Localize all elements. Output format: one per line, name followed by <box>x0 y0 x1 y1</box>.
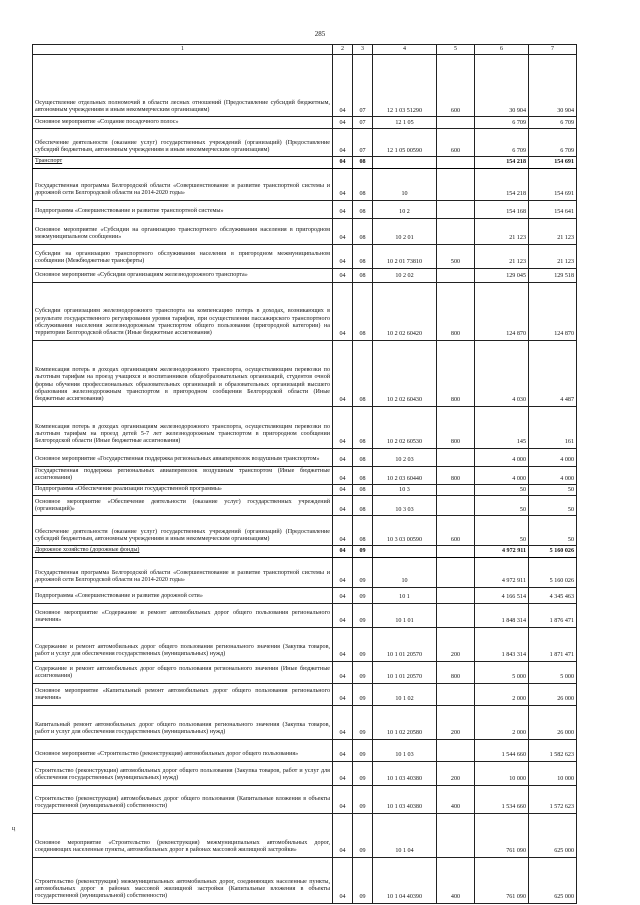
section-code: 04 <box>333 516 353 546</box>
table-row <box>33 683 577 705</box>
header-cell: 3 <box>353 45 373 55</box>
amount-year-2: 625 000 <box>529 857 577 903</box>
target-article-code: 10 2 01 73810 <box>373 244 437 268</box>
table-row <box>33 129 577 157</box>
description-text: Основное мероприятие «Содержание и ремонт автомобильных дорог общего пользования регионального значения» <box>35 610 330 624</box>
header-cell: 5 <box>437 45 475 55</box>
amount-year-2: 5 160 026 <box>529 557 577 587</box>
section-code: 04 <box>333 168 353 200</box>
expense-type-code <box>437 485 475 496</box>
item-description <box>33 557 333 587</box>
table-row <box>33 496 577 516</box>
amount-year-1: 21 123 <box>475 218 529 244</box>
expense-type-code <box>437 168 475 200</box>
description-text: Осуществление отдельных полномочий в области лесных отношений (Предоставление субсидий бюджетным, автономным учреждениям и иным некоммерческим организациям) <box>35 99 330 113</box>
table-row <box>33 661 577 683</box>
amount-year-1: 5 000 <box>475 661 529 683</box>
expense-type-code: 600 <box>437 516 475 546</box>
expense-type-code <box>437 496 475 516</box>
expense-type-code <box>437 587 475 603</box>
table-row <box>33 406 577 448</box>
table-body <box>33 55 577 904</box>
section-code: 04 <box>333 406 353 448</box>
amount-year-2: 1 582 623 <box>529 739 577 761</box>
amount-year-1: 21 123 <box>475 244 529 268</box>
amount-year-2: 21 123 <box>529 218 577 244</box>
target-article-code: 10 1 03 <box>373 739 437 761</box>
item-description <box>33 268 333 282</box>
subsection-code: 09 <box>353 739 373 761</box>
amount-year-2: 21 123 <box>529 244 577 268</box>
description-text: Субсидии организациям железнодорожного транспорта на компенсацию потерь в доходах, возникающих в результате государственного регулирования уровня тарифов, при осуществлении пассажирского транспортного обслуживания населения железнодорожным транспортом общего пользования (пригородной категории) на территории Белгородской области (Иные бюджетные ассигнования) <box>35 308 330 337</box>
item-description <box>33 785 333 813</box>
amount-year-2: 1 871 471 <box>529 627 577 661</box>
section-code: 04 <box>333 466 353 485</box>
amount-year-2: 4 000 <box>529 466 577 485</box>
expense-type-code: 800 <box>437 661 475 683</box>
item-description <box>33 496 333 516</box>
item-description <box>33 705 333 739</box>
description-text: Подпрограмма «Обеспечение реализации государственной программы» <box>35 486 222 493</box>
section-code: 04 <box>333 739 353 761</box>
item-description <box>33 406 333 448</box>
table-row <box>33 117 577 129</box>
amount-year-1: 154 218 <box>475 168 529 200</box>
amount-year-1: 1 534 660 <box>475 785 529 813</box>
item-description <box>33 157 333 168</box>
section-code: 04 <box>333 268 353 282</box>
item-description <box>33 761 333 785</box>
table-row <box>33 557 577 587</box>
item-description <box>33 546 333 557</box>
expense-type-code: 800 <box>437 406 475 448</box>
header-cell: 2 <box>333 45 353 55</box>
target-article-code: 10 1 02 <box>373 683 437 705</box>
amount-year-2: 26 000 <box>529 705 577 739</box>
description-text: Содержание и ремонт автомобильных дорог общего пользования регионального значения (Закупка товаров, работ и услуг для обеспечения государственных (муниципальных) нужд) <box>35 644 330 658</box>
expense-type-code <box>437 200 475 218</box>
subsection-code: 09 <box>353 683 373 705</box>
item-description <box>33 117 333 129</box>
section-code: 04 <box>333 587 353 603</box>
subsection-code: 09 <box>353 661 373 683</box>
header-cell: 4 <box>373 45 437 55</box>
section-code: 04 <box>333 813 353 857</box>
amount-year-1: 6 709 <box>475 129 529 157</box>
expense-type-code <box>437 813 475 857</box>
section-code: 04 <box>333 448 353 466</box>
section-code: 04 <box>333 485 353 496</box>
amount-year-1: 124 870 <box>475 282 529 340</box>
item-description <box>33 466 333 485</box>
section-code: 04 <box>333 157 353 168</box>
header-cell: 1 <box>33 45 333 55</box>
description-text: Государственная программа Белгородской области «Совершенствование и развитие транспортной системы и дорожной сети Белгородской области на 2014-2020 годы» <box>35 570 330 584</box>
amount-year-1: 6 709 <box>475 117 529 129</box>
table-header-row <box>33 45 577 55</box>
subsection-code: 08 <box>353 406 373 448</box>
target-article-code: 10 2 03 <box>373 448 437 466</box>
expense-type-code: 400 <box>437 857 475 903</box>
section-code: 04 <box>333 603 353 627</box>
table-row <box>33 813 577 857</box>
target-article-code: 10 1 01 20570 <box>373 627 437 661</box>
subsection-code: 09 <box>353 603 373 627</box>
amount-year-1: 4 166 514 <box>475 587 529 603</box>
subsection-code: 07 <box>353 117 373 129</box>
expense-type-code <box>437 546 475 557</box>
target-article-code: 10 1 03 40380 <box>373 761 437 785</box>
table-row <box>33 627 577 661</box>
target-article-code: 10 1 04 40390 <box>373 857 437 903</box>
table-row <box>33 218 577 244</box>
target-article-code <box>373 546 437 557</box>
expense-type-code <box>437 157 475 168</box>
table-row <box>33 448 577 466</box>
subsection-code: 08 <box>353 168 373 200</box>
table-row <box>33 485 577 496</box>
item-description <box>33 340 333 406</box>
subsection-code: 08 <box>353 516 373 546</box>
amount-year-1: 4 000 <box>475 466 529 485</box>
table-row <box>33 857 577 903</box>
subsection-code: 09 <box>353 761 373 785</box>
amount-year-1: 129 045 <box>475 268 529 282</box>
section-row <box>33 157 577 168</box>
description-text: Строительство (реконструкция) межмуниципальных автомобильных дорог, соединяющих населенные пункты, автомобильных дорог в районах массовой жилищной застройки (Капитальные вложения в объекты государственной (муниципальной) собственности) <box>35 878 330 900</box>
target-article-code: 10 <box>373 168 437 200</box>
target-article-code: 10 2 03 60440 <box>373 466 437 485</box>
target-article-code: 10 1 03 40380 <box>373 785 437 813</box>
expense-type-code <box>437 218 475 244</box>
subsection-code: 08 <box>353 340 373 406</box>
amount-year-1: 50 <box>475 516 529 546</box>
item-description <box>33 244 333 268</box>
description-text: Субсидии на организацию транспортного обслуживания населения в пригородном межмуниципальном сообщении (Межбюджетные трансферты) <box>35 250 330 265</box>
item-description <box>33 739 333 761</box>
target-article-code: 10 3 <box>373 485 437 496</box>
header-cell: 7 <box>529 45 577 55</box>
amount-year-1: 30 904 <box>475 55 529 117</box>
header-cell: 6 <box>475 45 529 55</box>
amount-year-2: 625 000 <box>529 813 577 857</box>
margin-mark: ц <box>12 826 16 832</box>
subsection-code: 09 <box>353 857 373 903</box>
section-row <box>33 546 577 557</box>
amount-year-2: 129 518 <box>529 268 577 282</box>
subsection-code: 09 <box>353 785 373 813</box>
expense-type-code <box>437 603 475 627</box>
section-code: 04 <box>333 496 353 516</box>
amount-year-1: 145 <box>475 406 529 448</box>
section-code: 04 <box>333 661 353 683</box>
table-row <box>33 282 577 340</box>
table-row <box>33 340 577 406</box>
amount-year-2: 4 345 463 <box>529 587 577 603</box>
amount-year-2: 6 709 <box>529 117 577 129</box>
expense-type-code <box>437 557 475 587</box>
amount-year-1: 4 972 911 <box>475 546 529 557</box>
description-text: Компенсация потерь в доходах организациям железнодорожного транспорта, осуществляющим перевозки по льготным тарифам на проезд детей 5-7 лет железнодорожным транспортом в пригородном сообщении Белгородской области (Иные бюджетные ассигнования) <box>35 423 330 445</box>
amount-year-2: 50 <box>529 485 577 496</box>
amount-year-1: 761 090 <box>475 813 529 857</box>
amount-year-2: 1 572 623 <box>529 785 577 813</box>
item-description <box>33 55 333 117</box>
item-description <box>33 587 333 603</box>
section-code: 04 <box>333 129 353 157</box>
amount-year-1: 2 000 <box>475 705 529 739</box>
section-code: 04 <box>333 785 353 813</box>
subsection-code: 08 <box>353 157 373 168</box>
expense-type-code <box>437 117 475 129</box>
amount-year-2: 161 <box>529 406 577 448</box>
description-text: Компенсация потерь в доходах организациям железнодорожного транспорта, осуществляющим перевозки по льготным тарифам на проезд учащихся и воспитанников общеобразовательных организаций, студентов очной формы обучения профессиональных образовательных организаций и образовательных организаций высшего образования железнодорожным транспортом в пригородном сообщении Белгородской области (Иные бюджетные ассигнования) <box>35 366 330 403</box>
amount-year-2: 50 <box>529 516 577 546</box>
section-code: 04 <box>333 218 353 244</box>
item-description <box>33 168 333 200</box>
expense-type-code: 800 <box>437 282 475 340</box>
amount-year-2: 4 000 <box>529 448 577 466</box>
section-code: 04 <box>333 282 353 340</box>
expense-type-code: 200 <box>437 627 475 661</box>
description-text: Подпрограмма «Совершенствование и развитие транспортной системы» <box>35 208 224 215</box>
page-number: 285 <box>314 30 326 38</box>
description-text: Капитальный ремонт автомобильных дорог общего пользования регионального значения (Закупка товаров, работ и услуг для обеспечения государственных (муниципальных) нужд) <box>35 722 330 736</box>
description-text: Основное мероприятие «Субсидии организациям железнодорожного транспорта» <box>35 272 248 279</box>
amount-year-2: 124 870 <box>529 282 577 340</box>
amount-year-2: 5 160 026 <box>529 546 577 557</box>
item-description <box>33 129 333 157</box>
amount-year-2: 154 691 <box>529 168 577 200</box>
expense-type-code: 600 <box>437 55 475 117</box>
table-row <box>33 705 577 739</box>
description-text: Обеспечение деятельности (оказание услуг) государственных учреждений (организаций) (Предоставление субсидий бюджетным, автономным учреждениям и иным некоммерческим организациям) <box>35 139 330 153</box>
target-article-code: 10 2 02 60430 <box>373 340 437 406</box>
amount-year-1: 50 <box>475 496 529 516</box>
subsection-code: 08 <box>353 268 373 282</box>
subsection-code: 08 <box>353 485 373 496</box>
target-article-code: 10 1 02 20580 <box>373 705 437 739</box>
expense-type-code: 200 <box>437 705 475 739</box>
section-code: 04 <box>333 117 353 129</box>
subsection-code: 07 <box>353 55 373 117</box>
amount-year-2: 154 691 <box>529 157 577 168</box>
expense-type-code: 400 <box>437 785 475 813</box>
amount-year-1: 10 000 <box>475 761 529 785</box>
amount-year-2: 10 000 <box>529 761 577 785</box>
subsection-code: 08 <box>353 282 373 340</box>
expense-type-code <box>437 448 475 466</box>
table-row <box>33 268 577 282</box>
item-description <box>33 627 333 661</box>
table-row <box>33 587 577 603</box>
subsection-code: 09 <box>353 557 373 587</box>
subsection-code: 07 <box>353 129 373 157</box>
subsection-code: 08 <box>353 466 373 485</box>
item-description <box>33 448 333 466</box>
item-description <box>33 683 333 705</box>
section-code: 04 <box>333 340 353 406</box>
amount-year-2: 5 000 <box>529 661 577 683</box>
subsection-code: 08 <box>353 496 373 516</box>
description-text: Основное мероприятие «Строительство (реконструкция) межмуниципальных автомобильных дорог, соединяющих населенные пункты, автомобильных дорог в районах массовой жилищной застройки» <box>35 840 330 854</box>
section-code: 04 <box>333 55 353 117</box>
target-article-code: 10 2 <box>373 200 437 218</box>
item-description <box>33 603 333 627</box>
amount-year-2: 154 641 <box>529 200 577 218</box>
target-article-code: 10 3 03 <box>373 496 437 516</box>
section-code: 04 <box>333 705 353 739</box>
target-article-code: 12 1 03 51290 <box>373 55 437 117</box>
amount-year-2: 30 904 <box>529 55 577 117</box>
subsection-code: 08 <box>353 448 373 466</box>
description-text: Дорожное хозяйство (дорожные фонды) <box>35 547 140 554</box>
target-article-code: 10 1 <box>373 587 437 603</box>
expense-type-code <box>437 739 475 761</box>
expense-type-code <box>437 683 475 705</box>
item-description <box>33 516 333 546</box>
table-row <box>33 785 577 813</box>
table-row <box>33 200 577 218</box>
table-row <box>33 603 577 627</box>
target-article-code: 10 3 03 00590 <box>373 516 437 546</box>
expense-type-code: 800 <box>437 340 475 406</box>
table-row <box>33 55 577 117</box>
amount-year-1: 761 090 <box>475 857 529 903</box>
subsection-code: 09 <box>353 813 373 857</box>
description-text: Основное мероприятие «Обеспечение деятельности (оказание услуг) государственных учреждений (организаций)» <box>35 498 330 513</box>
description-text: Основное мероприятие «Создание посадочного полос» <box>35 118 179 125</box>
target-article-code: 10 1 01 <box>373 603 437 627</box>
section-code: 04 <box>333 557 353 587</box>
subsection-code: 09 <box>353 627 373 661</box>
description-text: Содержание и ремонт автомобильных дорог общего пользования регионального значения (Иные бюджетные ассигнования) <box>35 666 330 680</box>
expense-type-code <box>437 268 475 282</box>
item-description <box>33 485 333 496</box>
table-row <box>33 516 577 546</box>
subsection-code: 08 <box>353 218 373 244</box>
section-code: 04 <box>333 200 353 218</box>
table-row <box>33 168 577 200</box>
target-article-code: 10 1 01 20570 <box>373 661 437 683</box>
amount-year-1: 1 848 314 <box>475 603 529 627</box>
amount-year-1: 1 843 314 <box>475 627 529 661</box>
amount-year-1: 154 168 <box>475 200 529 218</box>
description-text: Государственная программа Белгородской области «Совершенствование и развитие транспортной системы и дорожной сети Белгородской области на 2014-2020 годы» <box>35 182 330 197</box>
amount-year-2: 6 709 <box>529 129 577 157</box>
amount-year-1: 4 030 <box>475 340 529 406</box>
target-article-code: 10 2 02 60420 <box>373 282 437 340</box>
amount-year-1: 50 <box>475 485 529 496</box>
description-text: Обеспечение деятельности (оказание услуг) государственных учреждений (организаций) (Предоставление субсидий бюджетным, автономным учреждениям и иным некоммерческим организациям) <box>35 528 330 543</box>
amount-year-2: 4 487 <box>529 340 577 406</box>
section-code: 04 <box>333 244 353 268</box>
section-code: 04 <box>333 683 353 705</box>
description-text: Строительство (реконструкция) автомобильных дорог общего пользования (Закупка товаров, работ и услуг для обеспечения государственных (муниципальных) нужд) <box>35 768 330 782</box>
table-row <box>33 244 577 268</box>
description-text: Транспорт <box>35 158 63 165</box>
amount-year-1: 2 000 <box>475 683 529 705</box>
expense-type-code: 800 <box>437 466 475 485</box>
amount-year-1: 154 218 <box>475 157 529 168</box>
subsection-code: 09 <box>353 587 373 603</box>
target-article-code: 10 2 02 <box>373 268 437 282</box>
target-article-code: 10 <box>373 557 437 587</box>
item-description <box>33 813 333 857</box>
subsection-code: 08 <box>353 200 373 218</box>
description-text: Подпрограмма «Совершенствование и развитие дорожной сети» <box>35 593 203 600</box>
expense-type-code: 200 <box>437 761 475 785</box>
target-article-code: 10 1 04 <box>373 813 437 857</box>
description-text: Основное мероприятие «Субсидии на организацию транспортного обслуживания населения в пригородном межмуниципальном сообщении» <box>35 226 330 241</box>
section-code: 04 <box>333 546 353 557</box>
target-article-code: 10 2 02 60530 <box>373 406 437 448</box>
description-text: Государственная поддержка региональных авиаперевозок воздушным транспортом (Иные бюджетные ассигнования) <box>35 467 330 481</box>
description-text: Основное мероприятие «Строительство (реконструкция) автомобильных дорог общего пользования» <box>35 751 299 758</box>
target-article-code: 12 1 05 <box>373 117 437 129</box>
description-text: Строительство (реконструкция) автомобильных дорог общего пользования (Капитальные вложения в объекты государственной (муниципальной) собственности) <box>35 796 330 810</box>
target-article-code: 12 1 05 00590 <box>373 129 437 157</box>
amount-year-2: 1 876 471 <box>529 603 577 627</box>
item-description <box>33 282 333 340</box>
section-code: 04 <box>333 857 353 903</box>
table-row <box>33 466 577 485</box>
amount-year-1: 4 972 911 <box>475 557 529 587</box>
description-text: Основное мероприятие «Государственная поддержка региональных авиаперевозок воздушным транспортом» <box>35 456 320 463</box>
expense-type-code: 500 <box>437 244 475 268</box>
budget-table <box>32 44 577 904</box>
item-description <box>33 200 333 218</box>
description-text: Основное мероприятие «Капитальный ремонт автомобильных дорог общего пользования регионального значения» <box>35 688 330 702</box>
target-article-code <box>373 157 437 168</box>
item-description <box>33 661 333 683</box>
expense-type-code: 600 <box>437 129 475 157</box>
item-description <box>33 218 333 244</box>
target-article-code: 10 2 01 <box>373 218 437 244</box>
subsection-code: 08 <box>353 244 373 268</box>
amount-year-2: 26 000 <box>529 683 577 705</box>
subsection-code: 09 <box>353 546 373 557</box>
amount-year-1: 1 544 660 <box>475 739 529 761</box>
amount-year-1: 4 000 <box>475 448 529 466</box>
item-description <box>33 857 333 903</box>
amount-year-2: 50 <box>529 496 577 516</box>
section-code: 04 <box>333 627 353 661</box>
table-row <box>33 739 577 761</box>
section-code: 04 <box>333 761 353 785</box>
table-row <box>33 761 577 785</box>
subsection-code: 09 <box>353 705 373 739</box>
